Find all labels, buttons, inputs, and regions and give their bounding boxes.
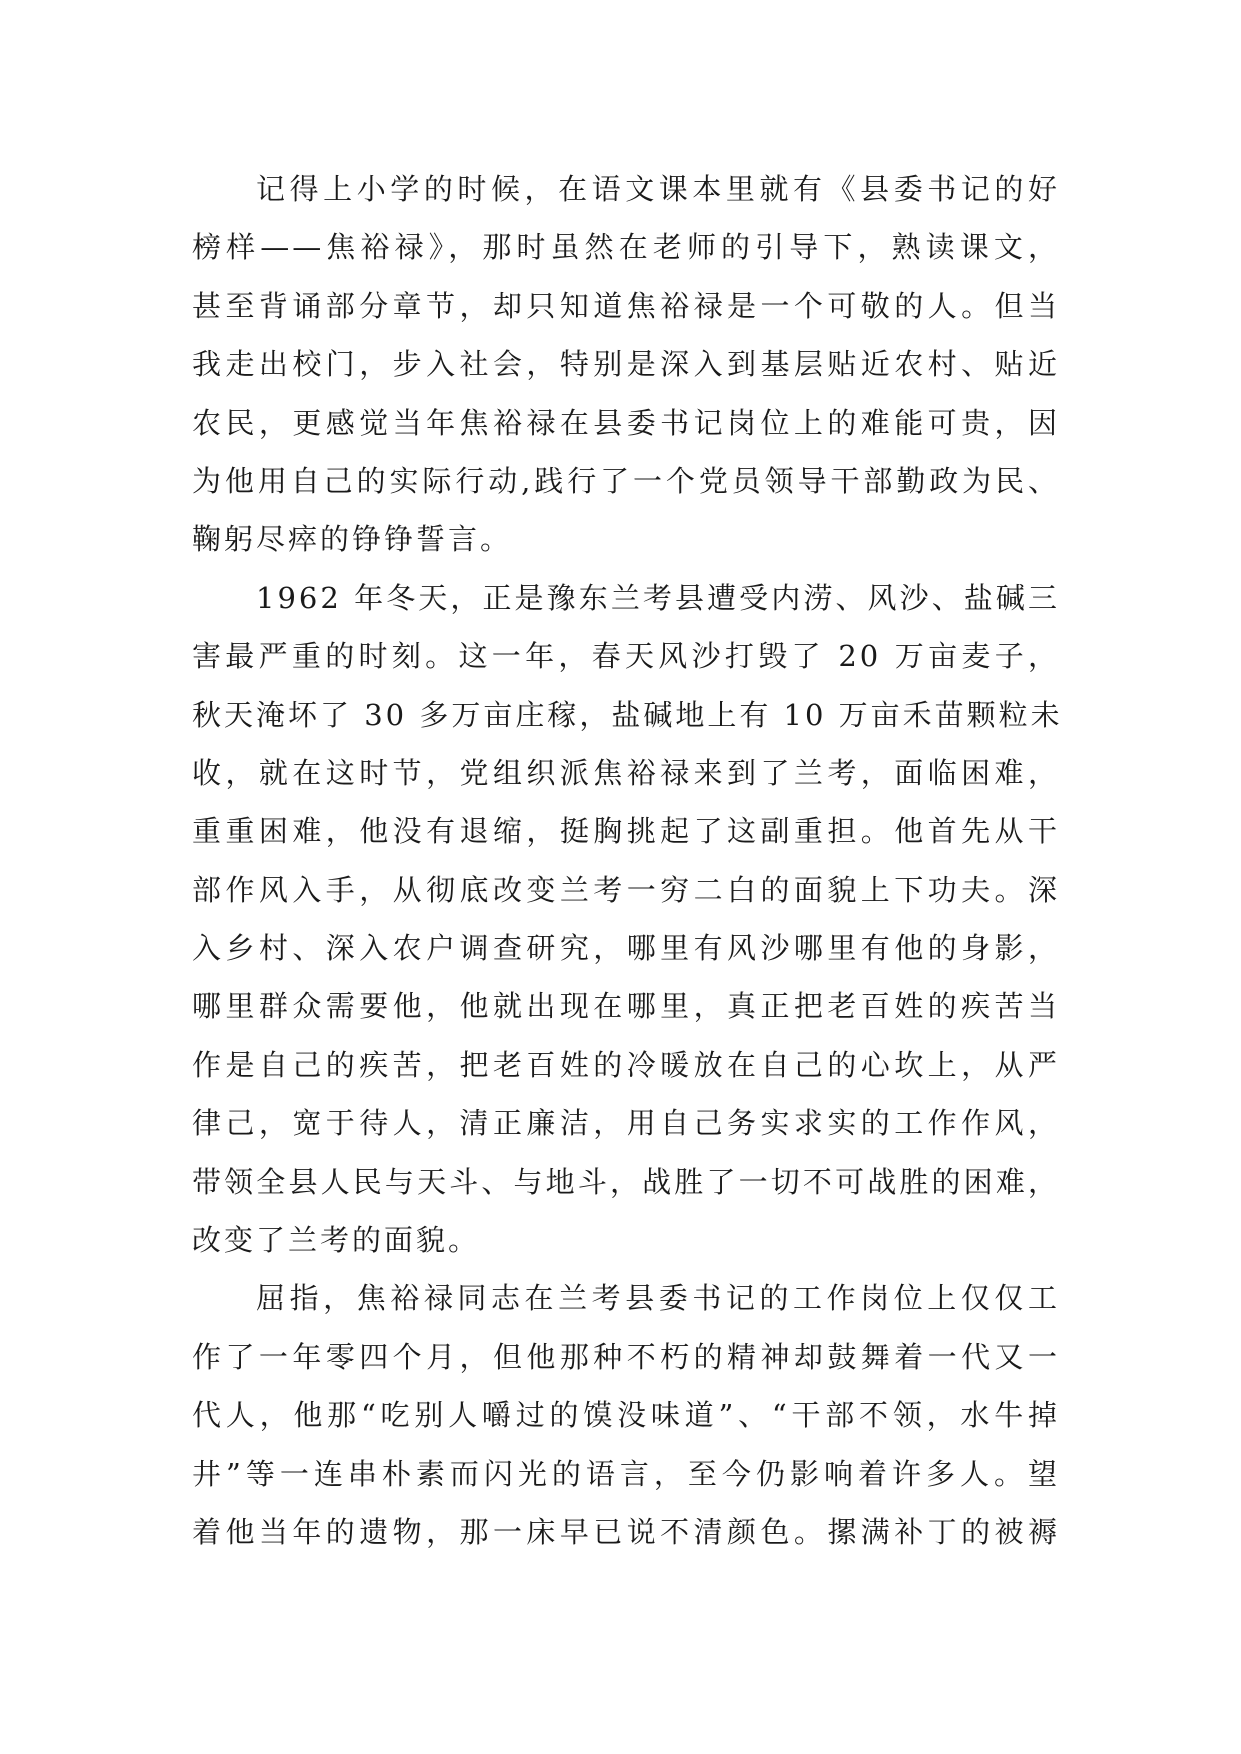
text-line: 改变了兰考的面貌。 <box>192 1223 481 1258</box>
text-line: 记得上小学的时候，在语文课本里就有《县委书记的好 <box>256 172 1060 206</box>
text-line: 重重困难，他没有退缩，挺胸挑起了这副重担。他首先从干 <box>192 814 1060 849</box>
text-line: 带领全县人民与天斗、与地斗，战胜了一切不可战胜的困难， <box>192 1164 1060 1199</box>
text-line: 井”等一连串朴素而闪光的语言，至今仍影响着许多人。望 <box>192 1456 1060 1491</box>
text-line: 律己，宽于待人，清正廉洁，用自己务实求实的工作作风， <box>192 1106 1060 1141</box>
text-line: 榜样——焦裕禄》，那时虽然在老师的引导下，熟读课文， <box>192 230 1060 265</box>
text-line: 鞠躬尽瘁的铮铮誓言。 <box>192 522 513 557</box>
text-line: 作是自己的疾苦，把老百姓的冷暖放在自己的心坎上，从严 <box>192 1047 1060 1082</box>
text-line: 作了一年零四个月，但他那种不朽的精神却鼓舞着一代又一 <box>192 1339 1060 1374</box>
text-line: 秋天淹坏了 30 多万亩庄稼，盐碱地上有 10 万亩禾苗颗粒未 <box>192 697 1063 732</box>
text-line: 着他当年的遗物，那一床早已说不清颜色。摞满补丁的被褥 <box>192 1514 1060 1549</box>
text-line: 屈指，焦裕禄同志在兰考县委书记的工作岗位上仅仅工 <box>256 1281 1060 1316</box>
text-line: 害最严重的时刻。这一年，春天风沙打毁了 20 万亩麦子， <box>192 639 1060 674</box>
text-line: 我走出校门，步入社会，特别是深入到基层贴近农村、贴近 <box>192 347 1060 382</box>
text-line: 收，就在这时节，党组织派焦裕禄来到了兰考，面临困难， <box>192 755 1060 790</box>
text-line: 为他用自己的实际行动,践行了一个党员领导干部勤政为民、 <box>192 463 1060 498</box>
text-line: 入乡村、深入农户调查研究，哪里有风沙哪里有他的身影， <box>192 931 1060 966</box>
text-line: 甚至背诵部分章节，却只知道焦裕禄是一个可敬的人。但当 <box>192 288 1060 323</box>
text-line: 代人，他那“吃别人嚼过的馍没味道”、“干部不领，水牛掉 <box>192 1398 1060 1433</box>
text-line: 部作风入手，从彻底改变兰考一穷二白的面貌上下功夫。深 <box>192 872 1060 907</box>
text-line: 1962 年冬天，正是豫东兰考县遭受内涝、风沙、盐碱三 <box>256 580 1060 615</box>
text-line: 哪里群众需要他，他就出现在哪里，真正把老百姓的疾苦当 <box>192 989 1060 1024</box>
document-body <box>192 160 1063 1561</box>
text-line: 农民，更感觉当年焦裕禄在县委书记岗位上的难能可贵，因 <box>192 405 1060 440</box>
